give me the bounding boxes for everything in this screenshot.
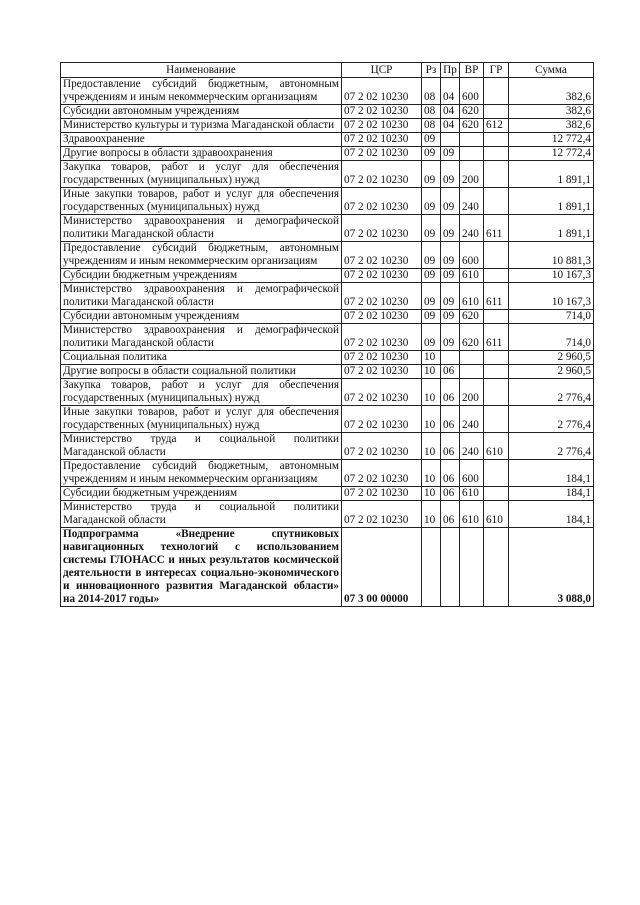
row-vr: 240 [460,406,484,433]
row-name: Здравоохранение [61,133,342,147]
row-gr [484,188,509,215]
row-name: Иные закупки товаров, работ и услуг для обеспечения государственных (муниципальных) нужд [61,188,342,215]
row-name: Министерство труда и социальной политики Магаданской области [61,433,342,460]
row-vr [460,147,484,161]
row-sum: 184,1 [509,487,594,501]
row-sum: 382,6 [509,105,594,119]
row-vr: 620 [460,105,484,119]
row-rz: 09 [422,188,441,215]
row-rz: 10 [422,351,441,365]
row-name: Субсидии бюджетным учреждениям [61,487,342,501]
row-sum: 714,0 [509,324,594,351]
row-pr: 09 [441,161,460,188]
table-row [61,379,594,406]
row-name: Иные закупки товаров, работ и услуг для обеспечения государственных (муниципальных) нужд [61,406,342,433]
row-csr: 07 2 02 10230 [342,460,422,487]
row-sum: 12 772,4 [509,133,594,147]
row-gr [484,379,509,406]
row-gr [484,78,509,105]
row-sum: 2 776,4 [509,379,594,406]
row-sum: 184,1 [509,460,594,487]
table-row [61,487,594,501]
row-gr: 611 [484,324,509,351]
row-pr: 09 [441,310,460,324]
row-csr: 07 2 02 10230 [342,324,422,351]
row-vr [460,365,484,379]
table-row [61,406,594,433]
header-pr: Пр [441,63,460,78]
row-gr [484,133,509,147]
row-pr: 04 [441,105,460,119]
table-row [61,283,594,310]
row-csr: 07 2 02 10230 [342,147,422,161]
row-pr: 04 [441,78,460,105]
row-csr: 07 3 00 00000 [342,528,422,607]
row-gr [484,310,509,324]
row-rz: 09 [422,215,441,242]
row-vr: 620 [460,324,484,351]
row-gr [484,406,509,433]
row-sum: 2 960,5 [509,365,594,379]
row-sum: 1 891,1 [509,215,594,242]
row-rz: 09 [422,324,441,351]
row-gr: 612 [484,119,509,133]
row-pr [441,528,460,607]
row-pr: 09 [441,147,460,161]
row-csr: 07 2 02 10230 [342,161,422,188]
table-row [61,528,594,607]
row-gr [484,487,509,501]
table-row [61,78,594,105]
row-pr: 09 [441,188,460,215]
row-csr: 07 2 02 10230 [342,365,422,379]
row-rz: 10 [422,365,441,379]
row-pr: 06 [441,501,460,528]
table-row [61,188,594,215]
row-pr: 09 [441,283,460,310]
row-vr: 240 [460,188,484,215]
header-csr: ЦСР [342,63,422,78]
row-name: Субсидии автономным учреждениям [61,310,342,324]
row-csr: 07 2 02 10230 [342,105,422,119]
row-sum: 2 776,4 [509,433,594,460]
table-row [61,119,594,133]
row-vr: 610 [460,487,484,501]
row-gr [484,528,509,607]
table-row [61,105,594,119]
row-sum: 1 891,1 [509,161,594,188]
row-gr [484,147,509,161]
row-name: Министерство здравоохранения и демографической политики Магаданской области [61,215,342,242]
table-row [61,324,594,351]
row-pr: 09 [441,242,460,269]
table-row [61,433,594,460]
row-name: Субсидии бюджетным учреждениям [61,269,342,283]
row-name: Закупка товаров, работ и услуг для обеспечения государственных (муниципальных) нужд [61,379,342,406]
table-row [61,269,594,283]
row-name: Социальная политика [61,351,342,365]
row-csr: 07 2 02 10230 [342,487,422,501]
row-sum: 382,6 [509,119,594,133]
row-sum: 184,1 [509,501,594,528]
row-rz: 09 [422,242,441,269]
row-name: Министерство здравоохранения и демографической политики Магаданской области [61,283,342,310]
row-rz: 10 [422,406,441,433]
row-name: Предоставление субсидий бюджетным, автономным учреждениям и иным некоммерческим организациям [61,242,342,269]
row-name: Предоставление субсидий бюджетным, автономным учреждениям и иным некоммерческим организациям [61,460,342,487]
row-rz: 09 [422,161,441,188]
row-sum: 2 776,4 [509,406,594,433]
row-rz: 10 [422,379,441,406]
row-csr: 07 2 02 10230 [342,406,422,433]
row-sum: 714,0 [509,310,594,324]
row-sum: 382,6 [509,78,594,105]
row-vr: 600 [460,78,484,105]
header-name: Наименование [61,63,342,78]
row-sum: 10 881,3 [509,242,594,269]
row-csr: 07 2 02 10230 [342,78,422,105]
row-csr: 07 2 02 10230 [342,215,422,242]
row-pr: 06 [441,379,460,406]
table-row [61,242,594,269]
row-pr: 06 [441,406,460,433]
header-rz: Рз [422,63,441,78]
table-row [61,161,594,188]
row-gr: 610 [484,433,509,460]
row-vr: 610 [460,501,484,528]
row-name: Подпрограмма «Внедрение спутниковых навигационных технологий с использованием системы ГЛОНАСС и иных результатов космической деятельности в интересах социально-экономического и инновационного развития Магаданской области» на 2014-2017 годы» [61,528,342,607]
table-row [61,460,594,487]
row-pr [441,351,460,365]
row-csr: 07 2 02 10230 [342,188,422,215]
row-pr: 06 [441,487,460,501]
row-rz: 08 [422,119,441,133]
row-vr [460,528,484,607]
row-gr [484,242,509,269]
row-name: Другие вопросы в области здравоохранения [61,147,342,161]
row-vr [460,133,484,147]
row-vr: 600 [460,460,484,487]
row-sum: 1 891,1 [509,188,594,215]
row-vr: 620 [460,119,484,133]
table-row [61,133,594,147]
row-pr: 09 [441,269,460,283]
table-row [61,501,594,528]
row-pr: 09 [441,215,460,242]
table-row [61,215,594,242]
row-name: Министерство здравоохранения и демографической политики Магаданской области [61,324,342,351]
row-sum: 10 167,3 [509,283,594,310]
row-pr: 09 [441,324,460,351]
row-csr: 07 2 02 10230 [342,433,422,460]
row-gr: 611 [484,215,509,242]
row-rz: 08 [422,105,441,119]
table-row [61,310,594,324]
row-gr [484,269,509,283]
row-vr: 200 [460,379,484,406]
header-sum: Сумма [509,63,594,78]
row-csr: 07 2 02 10230 [342,269,422,283]
row-csr: 07 2 02 10230 [342,501,422,528]
row-csr: 07 2 02 10230 [342,283,422,310]
row-name: Закупка товаров, работ и услуг для обеспечения государственных (муниципальных) нужд [61,161,342,188]
row-sum: 2 960,5 [509,351,594,365]
row-vr: 240 [460,433,484,460]
row-csr: 07 2 02 10230 [342,310,422,324]
row-vr: 200 [460,161,484,188]
row-gr [484,105,509,119]
row-gr [484,161,509,188]
row-rz: 10 [422,501,441,528]
row-pr [441,133,460,147]
budget-table [60,62,594,607]
row-vr: 620 [460,310,484,324]
row-name: Министерство культуры и туризма Магаданской области [61,119,342,133]
table-row [61,351,594,365]
row-vr: 610 [460,283,484,310]
row-name: Министерство труда и социальной политики Магаданской области [61,501,342,528]
row-rz: 09 [422,283,441,310]
row-csr: 07 2 02 10230 [342,119,422,133]
row-name: Предоставление субсидий бюджетным, автономным учреждениям и иным некоммерческим организациям [61,78,342,105]
row-vr: 240 [460,215,484,242]
table-row [61,147,594,161]
row-pr: 06 [441,433,460,460]
row-rz [422,528,441,607]
row-pr: 06 [441,365,460,379]
row-gr: 610 [484,501,509,528]
row-vr: 600 [460,242,484,269]
row-gr [484,351,509,365]
row-name: Субсидии автономным учреждениям [61,105,342,119]
header-vr: ВР [460,63,484,78]
row-csr: 07 2 02 10230 [342,351,422,365]
row-rz: 10 [422,487,441,501]
table-row [61,365,594,379]
row-pr: 04 [441,119,460,133]
row-pr: 06 [441,460,460,487]
header-gr: ГР [484,63,509,78]
table-body [61,78,594,607]
row-rz: 08 [422,78,441,105]
row-sum: 10 167,3 [509,269,594,283]
row-gr: 611 [484,283,509,310]
row-rz: 10 [422,460,441,487]
row-rz: 10 [422,433,441,460]
row-csr: 07 2 02 10230 [342,379,422,406]
row-rz: 09 [422,147,441,161]
row-csr: 07 2 02 10230 [342,242,422,269]
row-name: Другие вопросы в области социальной политики [61,365,342,379]
row-vr [460,351,484,365]
row-rz: 09 [422,133,441,147]
row-gr [484,460,509,487]
header-row [61,63,594,78]
row-gr [484,365,509,379]
row-rz: 09 [422,310,441,324]
row-csr: 07 2 02 10230 [342,133,422,147]
row-sum: 3 088,0 [509,528,594,607]
row-sum: 12 772,4 [509,147,594,161]
row-vr: 610 [460,269,484,283]
row-rz: 09 [422,269,441,283]
